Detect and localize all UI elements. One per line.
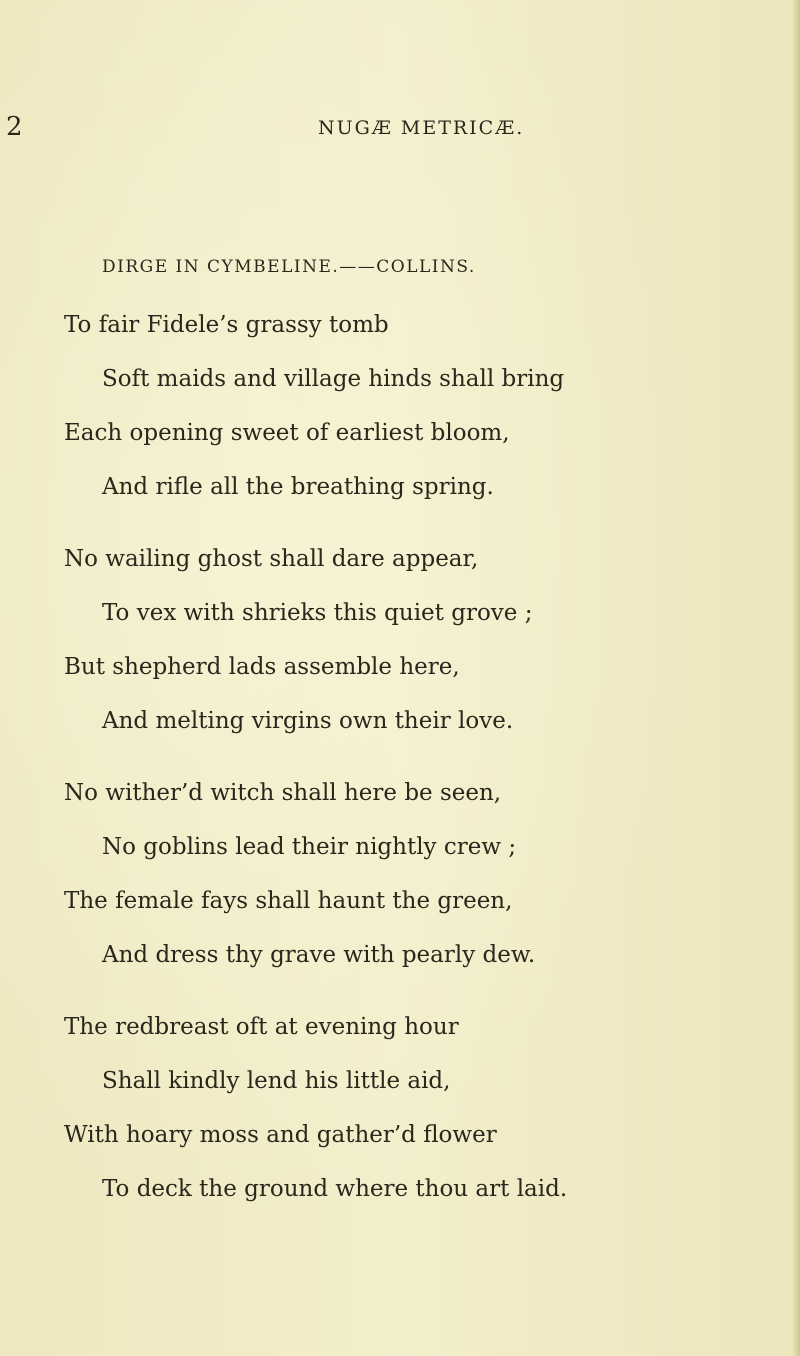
poem-line: The redbreast oft at evening hour bbox=[64, 1014, 459, 1040]
poem-line: Shall kindly lend his little aid, bbox=[102, 1068, 451, 1094]
poem-line: Each opening sweet of earliest bloom, bbox=[64, 420, 510, 446]
poem-line: And melting virgins own their love. bbox=[102, 708, 514, 734]
poem-line: To vex with shrieks this quiet grove ; bbox=[102, 600, 533, 626]
poem-line: With hoary moss and gather’d flower bbox=[64, 1122, 497, 1148]
poem-line: And rifle all the breathing spring. bbox=[102, 474, 494, 500]
page-edge bbox=[792, 0, 800, 1356]
poem-line: But shepherd lads assemble here, bbox=[64, 654, 460, 680]
poem-line: No wither’d witch shall here be seen, bbox=[64, 780, 502, 806]
poem-line: No wailing ghost shall dare appear, bbox=[64, 546, 479, 572]
poem-line: The female fays shall haunt the green, bbox=[64, 888, 513, 914]
running-head: NUGÆ METRICÆ. bbox=[318, 117, 525, 139]
poem-line: No goblins lead their nightly crew ; bbox=[102, 834, 517, 860]
poem-line: To fair Fidele’s grassy tomb bbox=[64, 312, 389, 338]
page-number: 2 bbox=[6, 112, 23, 142]
poem-title: DIRGE IN CYMBELINE.——COLLINS. bbox=[102, 257, 476, 277]
poem-line: Soft maids and village hinds shall bring bbox=[102, 366, 565, 392]
poem-line: And dress thy grave with pearly dew. bbox=[102, 942, 536, 968]
poem-line: To deck the ground where thou art laid. bbox=[102, 1176, 568, 1202]
